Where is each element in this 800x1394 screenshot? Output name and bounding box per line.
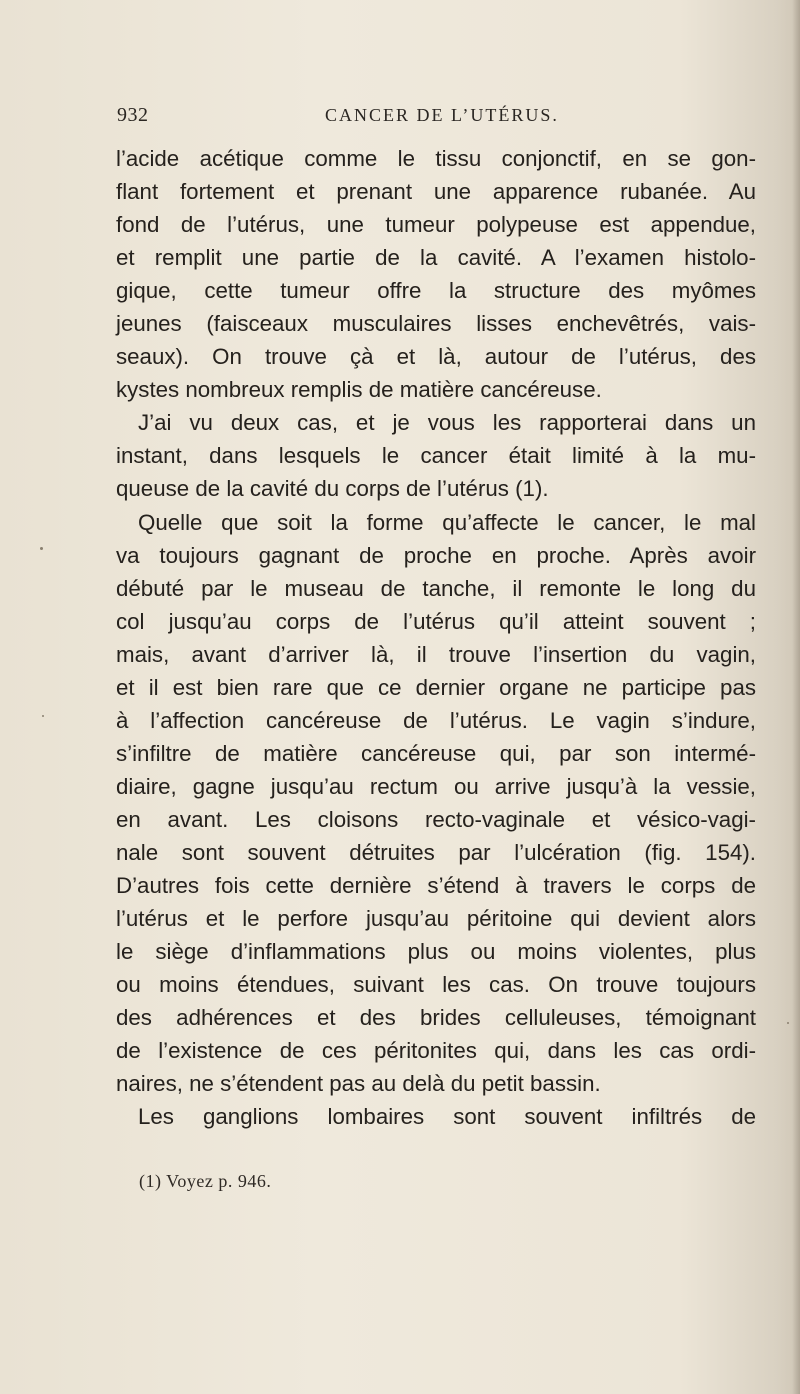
text-line: naires, ne s’étendent pas au delà du petit bassin. <box>116 1071 601 1097</box>
paper-speck <box>787 1022 789 1024</box>
body-text <box>116 142 756 1133</box>
text-line: va toujours gagnant de proche en proche. Après avoir <box>116 542 756 568</box>
text-line: queuse de la cavité du corps de l’utérus (1). <box>116 476 549 502</box>
text-line: Quelle que soit la forme qu’affecte le cancer, le mal <box>138 509 756 535</box>
paper-speck <box>42 715 44 717</box>
text-line: kystes nombreux remplis de matière cancéreuse. <box>116 377 602 403</box>
running-head <box>117 104 737 134</box>
text-line: débuté par le museau de tanche, il remonte le long du <box>116 575 756 601</box>
text-line: des adhérences et des brides celluleuses, témoignant <box>116 1005 756 1031</box>
text-line: de l’existence de ces péritonites qui, dans les cas ordi- <box>116 1038 756 1064</box>
text-line: gique, cette tumeur offre la structure des myômes <box>116 278 756 304</box>
text-line: l’acide acétique comme le tissu conjonctif, en se gon- <box>116 146 756 171</box>
text-line: mais, avant d’arriver là, il trouve l’insertion du vagin, <box>116 641 756 667</box>
text-line: flant fortement et prenant une apparence rubanée. Au <box>116 179 756 205</box>
text-line: instant, dans lesquels le cancer était limité à la mu- <box>116 443 756 469</box>
text-line: à l’affection cancéreuse de l’utérus. Le vagin s’indure, <box>116 707 756 733</box>
text-line: en avant. Les cloisons recto-vaginale et vésico-vagi- <box>116 806 756 832</box>
text-line: J’ai vu deux cas, et je vous les rapporterai dans un <box>138 410 756 436</box>
text-line: D’autres fois cette dernière s’étend à travers le corps de <box>116 873 756 899</box>
page-number: 932 <box>117 104 149 126</box>
running-title: CANCER DE L’UTÉRUS. <box>325 105 559 125</box>
text-line: l’utérus et le perfore jusqu’au péritoine qui devient alors <box>116 906 756 932</box>
text-line: et il est bien rare que ce dernier organe ne participe pas <box>116 674 756 700</box>
text-line: Les ganglions lombaires sont souvent infiltrés de <box>138 1104 756 1130</box>
text-line: et remplit une partie de la cavité. A l’examen histolo- <box>116 245 756 271</box>
text-line: s’infiltre de matière cancéreuse qui, par son intermé- <box>116 740 756 766</box>
footnote: (1) Voyez p. 946. <box>139 1171 272 1191</box>
text-line: ou moins étendues, suivant les cas. On trouve toujours <box>116 972 756 998</box>
text-line: jeunes (faisceaux musculaires lisses enchevêtrés, vais- <box>116 311 756 337</box>
paper-speck <box>40 547 43 550</box>
text-line: nale sont souvent détruites par l’ulcération (fig. 154). <box>116 839 756 865</box>
text-line: le siège d’inflammations plus ou moins violentes, plus <box>116 939 756 965</box>
text-line: fond de l’utérus, une tumeur polypeuse est appendue, <box>116 212 756 238</box>
text-line: col jusqu’au corps de l’utérus qu’il atteint souvent ; <box>116 608 756 634</box>
text-line: seaux). On trouve çà et là, autour de l’utérus, des <box>116 344 756 370</box>
text-line: diaire, gagne jusqu’au rectum ou arrive jusqu’à la vessie, <box>116 773 756 799</box>
